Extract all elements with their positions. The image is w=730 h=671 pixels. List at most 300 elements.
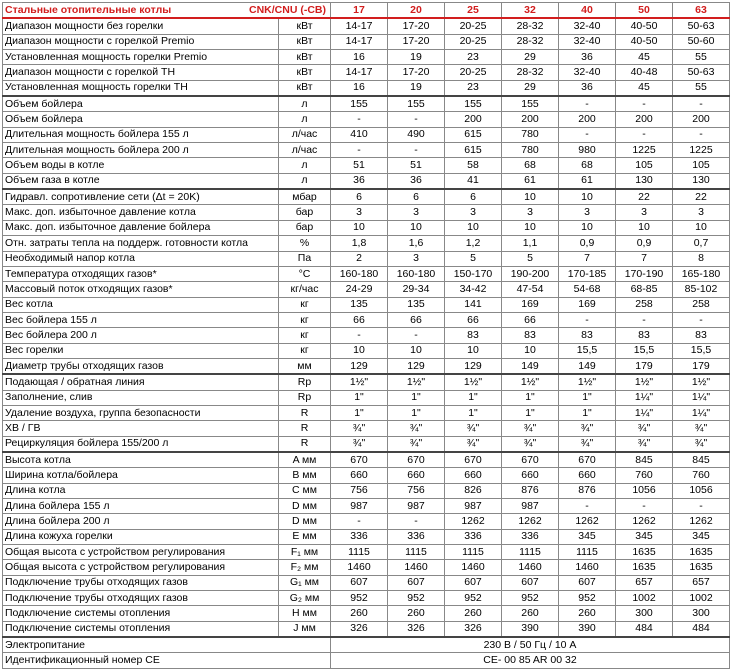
row-value: 10	[502, 343, 559, 358]
table-row	[3, 143, 730, 158]
row-value: 200	[502, 112, 559, 127]
row-value: 50-60	[673, 34, 730, 49]
row-value: 155	[445, 96, 502, 112]
row-value: -	[388, 328, 445, 343]
row-value: -	[331, 328, 388, 343]
row-value: 670	[502, 452, 559, 468]
row-value: ¾"	[673, 436, 730, 452]
row-label: Подключение системы отопления	[3, 606, 279, 621]
row-value: 390	[559, 621, 616, 637]
row-value: 326	[445, 621, 502, 637]
row-label: Необходимый напор котла	[3, 251, 279, 266]
row-label: Длина бойлера 155 л	[3, 499, 279, 514]
row-value: 1635	[673, 545, 730, 560]
table-row	[3, 236, 730, 251]
row-value: -	[673, 499, 730, 514]
row-value: 607	[502, 575, 559, 590]
row-value: 1262	[616, 514, 673, 529]
row-value: 1½"	[673, 374, 730, 390]
row-value: 1½"	[502, 374, 559, 390]
row-label: Объем газа в котле	[3, 173, 279, 189]
footer-value: CE- 00 85 AR 00 32	[331, 653, 730, 669]
row-value: -	[331, 143, 388, 158]
row-value: 170-185	[559, 266, 616, 281]
row-value: 1"	[559, 405, 616, 420]
row-value: 1002	[673, 591, 730, 606]
row-value: 300	[673, 606, 730, 621]
row-value: 607	[445, 575, 502, 590]
row-value: -	[559, 96, 616, 112]
row-label: Диапазон мощности с горелкой TH	[3, 65, 279, 80]
row-label: Подключение трубы отходящих газов	[3, 591, 279, 606]
table-row	[3, 96, 730, 112]
row-value: 1225	[673, 143, 730, 158]
row-label: Подключение трубы отходящих газов	[3, 575, 279, 590]
table-row	[3, 282, 730, 297]
row-value: 1"	[388, 390, 445, 405]
row-value: 36	[331, 173, 388, 189]
row-label: Вес бойлера 200 л	[3, 328, 279, 343]
table-row	[3, 220, 730, 235]
row-unit: кг	[279, 343, 331, 358]
row-value: 826	[445, 483, 502, 498]
table-row	[3, 158, 730, 173]
row-unit: л	[279, 173, 331, 189]
table-row	[3, 452, 730, 468]
row-value: 66	[331, 312, 388, 327]
row-unit: R	[279, 405, 331, 420]
table-row	[3, 112, 730, 127]
row-value: 660	[502, 468, 559, 483]
row-value: 130	[616, 173, 673, 189]
row-value: 1¼"	[673, 405, 730, 420]
row-value: -	[673, 96, 730, 112]
row-unit: C мм	[279, 483, 331, 498]
row-label: Температура отходящих газов*	[3, 266, 279, 281]
size-header: 63	[673, 3, 730, 19]
row-unit: A мм	[279, 452, 331, 468]
row-value: 670	[445, 452, 502, 468]
row-value: 3	[559, 205, 616, 220]
row-value: 45	[616, 80, 673, 96]
row-unit: B мм	[279, 468, 331, 483]
row-value: 129	[388, 358, 445, 374]
row-value: -	[673, 127, 730, 142]
row-value: 85-102	[673, 282, 730, 297]
row-unit: Па	[279, 251, 331, 266]
table-row	[3, 266, 730, 281]
row-value: 6	[445, 189, 502, 205]
row-value: 10	[616, 220, 673, 235]
row-value: 5	[445, 251, 502, 266]
row-value: 1115	[388, 545, 445, 560]
row-value: 7	[559, 251, 616, 266]
row-value: 14-17	[331, 34, 388, 49]
row-value: 51	[331, 158, 388, 173]
table-title: Стальные отопительные котлы	[5, 3, 172, 16]
row-value: 1½"	[559, 374, 616, 390]
row-value: 490	[388, 127, 445, 142]
row-value: 3	[388, 205, 445, 220]
row-value: 952	[388, 591, 445, 606]
table-row	[3, 205, 730, 220]
row-label: Отн. затраты тепла на поддерж. готовности котла	[3, 236, 279, 251]
row-label: ХВ / ГВ	[3, 421, 279, 436]
row-value: 83	[502, 328, 559, 343]
row-unit: Rp	[279, 390, 331, 405]
row-value: 32-40	[559, 65, 616, 80]
row-value: 68-85	[616, 282, 673, 297]
table-row	[3, 483, 730, 498]
row-value: 760	[616, 468, 673, 483]
row-value: 10	[502, 220, 559, 235]
row-value: -	[331, 514, 388, 529]
row-value: 16	[331, 80, 388, 96]
row-value: 23	[445, 80, 502, 96]
row-value: 10	[331, 343, 388, 358]
row-value: 105	[673, 158, 730, 173]
row-value: 10	[559, 189, 616, 205]
row-value: 1,8	[331, 236, 388, 251]
row-value: 16	[331, 50, 388, 65]
table-row	[3, 560, 730, 575]
row-value: -	[616, 312, 673, 327]
table-row	[3, 591, 730, 606]
row-value: 29-34	[388, 282, 445, 297]
row-value: -	[388, 514, 445, 529]
row-value: 657	[616, 575, 673, 590]
row-value: 1460	[502, 560, 559, 575]
row-unit: G₁ мм	[279, 575, 331, 590]
row-value: 670	[331, 452, 388, 468]
table-row	[3, 34, 730, 49]
row-value: -	[616, 127, 673, 142]
row-value: 1262	[502, 514, 559, 529]
row-label: Заполнение, слив	[3, 390, 279, 405]
row-value: 1"	[331, 390, 388, 405]
row-label: Удаление воздуха, группа безопасности	[3, 405, 279, 420]
size-header: 40	[559, 3, 616, 19]
table-row	[3, 312, 730, 327]
row-value: 660	[331, 468, 388, 483]
row-value: 1056	[616, 483, 673, 498]
row-value: 1"	[445, 390, 502, 405]
row-label: Общая высота с устройством регулирования	[3, 560, 279, 575]
table-row	[3, 405, 730, 420]
row-value: ¾"	[331, 421, 388, 436]
row-value: 28-32	[502, 65, 559, 80]
row-value: 260	[502, 606, 559, 621]
table-row	[3, 436, 730, 452]
row-value: -	[559, 127, 616, 142]
row-value: 155	[388, 96, 445, 112]
row-value: 1635	[616, 560, 673, 575]
row-value: 258	[616, 297, 673, 312]
row-value: 32-40	[559, 18, 616, 34]
row-value: ¾"	[616, 421, 673, 436]
row-value: 130	[673, 173, 730, 189]
row-value: 756	[331, 483, 388, 498]
row-value: 2	[331, 251, 388, 266]
row-label: Вес бойлера 155 л	[3, 312, 279, 327]
row-value: 1262	[445, 514, 502, 529]
row-value: 410	[331, 127, 388, 142]
row-value: 10	[331, 220, 388, 235]
row-value: 952	[502, 591, 559, 606]
row-value: 1262	[559, 514, 616, 529]
row-value: 1115	[331, 545, 388, 560]
row-value: 22	[673, 189, 730, 205]
row-unit: л/час	[279, 127, 331, 142]
row-value: 670	[388, 452, 445, 468]
table-row	[3, 606, 730, 621]
row-value: 61	[559, 173, 616, 189]
row-unit: кВт	[279, 80, 331, 96]
row-unit: F₂ мм	[279, 560, 331, 575]
row-value: 484	[616, 621, 673, 637]
row-value: 155	[502, 96, 559, 112]
row-value: 32-40	[559, 34, 616, 49]
row-label: Подключение системы отопления	[3, 621, 279, 637]
row-value: 1635	[616, 545, 673, 560]
row-value: 657	[673, 575, 730, 590]
row-unit: бар	[279, 220, 331, 235]
footer-row	[3, 653, 730, 669]
row-value: 1460	[388, 560, 445, 575]
row-value: 28-32	[502, 34, 559, 49]
row-value: ¾"	[445, 436, 502, 452]
row-value: 987	[388, 499, 445, 514]
row-value: 326	[388, 621, 445, 637]
row-unit: D мм	[279, 499, 331, 514]
row-label: Макс. доп. избыточное давление котла	[3, 205, 279, 220]
row-value: 484	[673, 621, 730, 637]
row-value: 129	[445, 358, 502, 374]
row-value: 150-170	[445, 266, 502, 281]
row-unit: кг	[279, 297, 331, 312]
row-value: 36	[388, 173, 445, 189]
row-value: 336	[388, 529, 445, 544]
row-value: 68	[502, 158, 559, 173]
row-value: 23	[445, 50, 502, 65]
boiler-spec-table	[2, 2, 730, 669]
row-value: 1460	[559, 560, 616, 575]
row-value: 1262	[673, 514, 730, 529]
row-unit: F₁ мм	[279, 545, 331, 560]
table-row	[3, 251, 730, 266]
row-value: 260	[388, 606, 445, 621]
row-value: 952	[331, 591, 388, 606]
row-value: 1½"	[331, 374, 388, 390]
row-value: 190-200	[502, 266, 559, 281]
row-value: -	[559, 499, 616, 514]
table-row	[3, 18, 730, 34]
row-value: 0,9	[559, 236, 616, 251]
row-value: 3	[502, 205, 559, 220]
row-label: Диапазон мощности без горелки	[3, 18, 279, 34]
table-row	[3, 189, 730, 205]
row-value: 326	[331, 621, 388, 637]
row-value: 756	[388, 483, 445, 498]
row-unit: л/час	[279, 143, 331, 158]
row-value: ¾"	[388, 421, 445, 436]
row-value: 10	[388, 220, 445, 235]
row-value: 3	[331, 205, 388, 220]
row-value: 28-32	[502, 18, 559, 34]
row-value: 155	[331, 96, 388, 112]
row-label: Длина котла	[3, 483, 279, 498]
row-unit: Rp	[279, 374, 331, 390]
row-value: 345	[616, 529, 673, 544]
row-value: 1¼"	[616, 405, 673, 420]
row-value: 10	[388, 343, 445, 358]
row-value: 45	[616, 50, 673, 65]
row-value: 17-20	[388, 18, 445, 34]
row-value: 300	[616, 606, 673, 621]
table-row	[3, 374, 730, 390]
row-value: 29	[502, 50, 559, 65]
row-unit: бар	[279, 205, 331, 220]
table-row	[3, 80, 730, 96]
row-value: 61	[502, 173, 559, 189]
row-value: 660	[388, 468, 445, 483]
row-value: 34-42	[445, 282, 502, 297]
row-label: Установленная мощность горелки Premio	[3, 50, 279, 65]
row-value: ¾"	[502, 436, 559, 452]
table-row	[3, 65, 730, 80]
row-unit: мбар	[279, 189, 331, 205]
row-value: 987	[445, 499, 502, 514]
row-value: 1½"	[388, 374, 445, 390]
row-value: 952	[445, 591, 502, 606]
row-value: -	[388, 112, 445, 127]
row-value: 3	[673, 205, 730, 220]
table-row	[3, 545, 730, 560]
row-value: 1460	[331, 560, 388, 575]
row-label: Объем бойлера	[3, 96, 279, 112]
row-value: 14-17	[331, 18, 388, 34]
row-value: 129	[331, 358, 388, 374]
row-value: 22	[616, 189, 673, 205]
row-value: ¾"	[331, 436, 388, 452]
row-value: 83	[616, 328, 673, 343]
row-value: 336	[331, 529, 388, 544]
row-unit: R	[279, 436, 331, 452]
row-value: 260	[559, 606, 616, 621]
row-value: 660	[445, 468, 502, 483]
header-row	[3, 3, 730, 19]
row-value: 980	[559, 143, 616, 158]
table-row	[3, 50, 730, 65]
row-value: 336	[445, 529, 502, 544]
row-value: 15,5	[559, 343, 616, 358]
row-label: Диаметр трубы отходящих газов	[3, 358, 279, 374]
row-value: 390	[502, 621, 559, 637]
row-label: Ширина котла/бойлера	[3, 468, 279, 483]
row-value: 179	[616, 358, 673, 374]
row-value: 607	[559, 575, 616, 590]
row-value: 66	[502, 312, 559, 327]
row-value: 40-50	[616, 18, 673, 34]
row-value: ¾"	[559, 421, 616, 436]
row-value: 50-63	[673, 18, 730, 34]
row-value: 260	[445, 606, 502, 621]
row-value: 40-50	[616, 34, 673, 49]
row-value: ¾"	[502, 421, 559, 436]
header-cell	[3, 3, 331, 19]
row-value: 19	[388, 50, 445, 65]
row-value: 845	[616, 452, 673, 468]
row-unit: кг	[279, 328, 331, 343]
row-value: 83	[445, 328, 502, 343]
row-value: 141	[445, 297, 502, 312]
row-value: 55	[673, 50, 730, 65]
row-value: 66	[445, 312, 502, 327]
row-value: 170-190	[616, 266, 673, 281]
row-value: 68	[559, 158, 616, 173]
table-row	[3, 499, 730, 514]
model-label: CNK/CNU (-CB)	[249, 3, 326, 16]
size-header: 50	[616, 3, 673, 19]
row-value: 1115	[559, 545, 616, 560]
row-value: -	[616, 96, 673, 112]
row-value: 149	[559, 358, 616, 374]
row-value: 20-25	[445, 65, 502, 80]
row-value: 8	[673, 251, 730, 266]
row-value: 345	[559, 529, 616, 544]
row-value: 336	[502, 529, 559, 544]
spec-body	[3, 3, 730, 669]
row-value: 83	[673, 328, 730, 343]
row-unit: кг/час	[279, 282, 331, 297]
row-value: 135	[388, 297, 445, 312]
row-value: 1,2	[445, 236, 502, 251]
row-value: 19	[388, 80, 445, 96]
row-value: 1"	[331, 405, 388, 420]
row-label: Рециркуляция бойлера 155/200 л	[3, 436, 279, 452]
row-label: Вес горелки	[3, 343, 279, 358]
table-row	[3, 514, 730, 529]
row-value: 780	[502, 127, 559, 142]
row-unit: %	[279, 236, 331, 251]
row-value: 10	[673, 220, 730, 235]
table-row	[3, 421, 730, 436]
row-unit: H мм	[279, 606, 331, 621]
row-value: 260	[331, 606, 388, 621]
table-row	[3, 173, 730, 189]
row-label: Диапазон мощности с горелкой Premio	[3, 34, 279, 49]
row-label: Гидравл. сопротивление сети (Δt = 20K)	[3, 189, 279, 205]
row-value: 607	[388, 575, 445, 590]
row-value: 17-20	[388, 65, 445, 80]
row-value: 20-25	[445, 34, 502, 49]
row-value: 876	[559, 483, 616, 498]
table-row	[3, 328, 730, 343]
row-value: 47-54	[502, 282, 559, 297]
row-label: Длительная мощность бойлера 155 л	[3, 127, 279, 142]
row-value: 1"	[445, 405, 502, 420]
row-label: Массовый поток отходящих газов*	[3, 282, 279, 297]
row-label: Объем бойлера	[3, 112, 279, 127]
row-value: 1½"	[445, 374, 502, 390]
table-row	[3, 127, 730, 142]
row-value: 29	[502, 80, 559, 96]
row-value: 14-17	[331, 65, 388, 80]
row-value: 15,5	[673, 343, 730, 358]
size-header: 25	[445, 3, 502, 19]
row-label: Макс. доп. избыточное давление бойлера	[3, 220, 279, 235]
row-label: Вес котла	[3, 297, 279, 312]
